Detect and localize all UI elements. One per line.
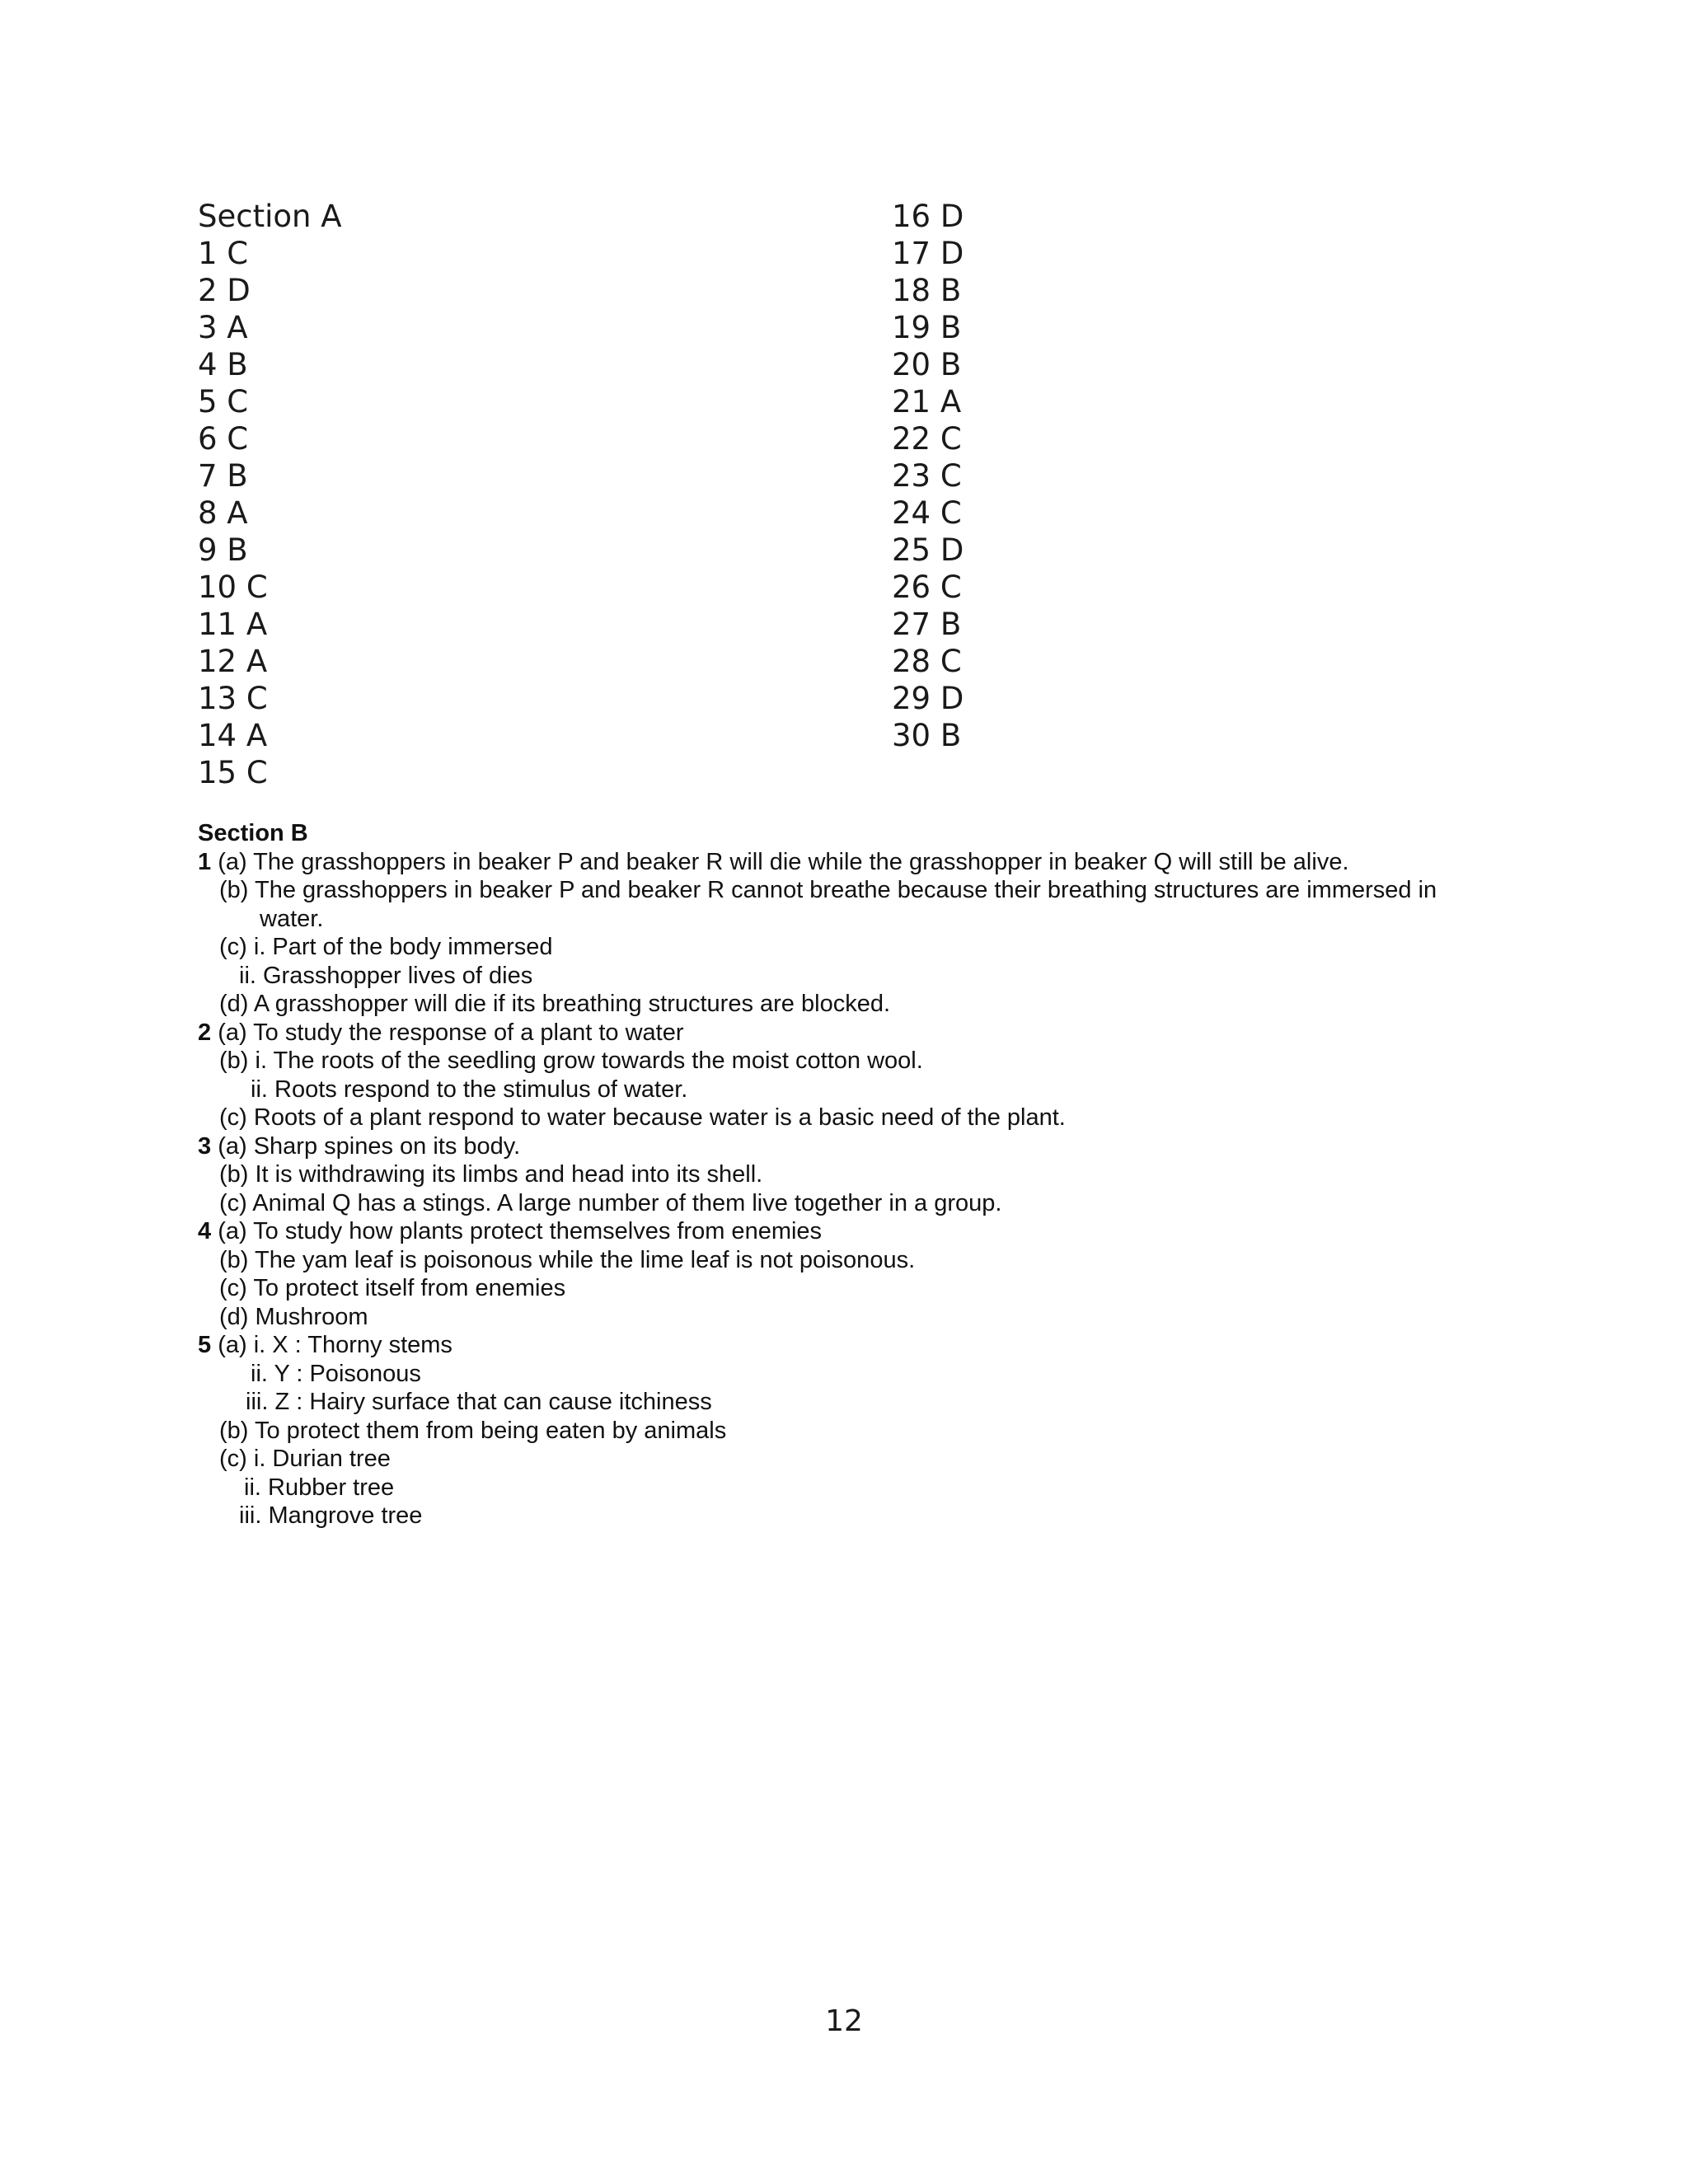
answer-item: 14 A — [198, 718, 268, 753]
section-b-title: Section B — [198, 820, 308, 846]
answer-text: (a) To study how plants protect themselves from enemies — [218, 1218, 823, 1244]
answer-line: (c) i. Part of the body immersed — [219, 934, 553, 960]
answer-line: iii. Mangrove tree — [239, 1502, 423, 1529]
answer-line — [198, 1331, 1533, 1360]
question-number: 4 — [198, 1218, 212, 1244]
answer-item: 12 A — [198, 644, 268, 679]
answer-line: water. — [260, 905, 324, 932]
answer-text: (a) To study the response of a plant to water — [218, 1019, 684, 1046]
answer-line: (b) i. The roots of the seedling grow towards the moist cotton wool. — [219, 1047, 923, 1074]
answer-item: 8 A — [198, 495, 248, 531]
answer-item: 9 B — [198, 532, 248, 568]
answer-item: 2 D — [198, 273, 251, 308]
answer-item: 11 A — [198, 607, 268, 642]
answer-line: ii. Y : Poisonous — [251, 1360, 421, 1387]
answer-item: 24 C — [892, 495, 962, 531]
answer-line: (b) To protect them from being eaten by animals — [219, 1417, 727, 1444]
question-number: 2 — [198, 1019, 212, 1046]
question-number: 1 — [198, 848, 212, 875]
answer-item: 29 D — [892, 681, 964, 716]
answer-line: ii. Roots respond to the stimulus of water. — [251, 1076, 688, 1103]
answer-item: 4 B — [198, 347, 248, 382]
answer-item: 27 B — [892, 607, 962, 642]
answer-line: iii. Z : Hairy surface that can cause itchiness — [246, 1389, 712, 1415]
answer-line — [198, 1217, 1533, 1246]
answer-item: 6 C — [198, 421, 249, 457]
answer-line: (b) The yam leaf is poisonous while the lime leaf is not poisonous. — [219, 1246, 916, 1273]
answer-text: (a) The grasshoppers in beaker P and beaker R will die while the grasshopper in beaker Q will still be alive. — [218, 848, 1349, 875]
answer-text: (a) i. X : Thorny stems — [218, 1332, 452, 1358]
answer-item: 7 B — [198, 458, 248, 494]
answer-item: 26 C — [892, 569, 962, 605]
answer-line: (b) The grasshoppers in beaker P and beaker R cannot breathe because their breathing structures are immersed in — [219, 877, 1437, 903]
answer-item: 20 B — [892, 347, 962, 382]
answer-item: 3 A — [198, 310, 248, 345]
answer-line: ii. Rubber tree — [244, 1474, 395, 1501]
answer-item: 13 C — [198, 681, 268, 716]
answer-item: 23 C — [892, 458, 962, 494]
answer-line: (d) A grasshopper will die if its breathing structures are blocked. — [219, 991, 891, 1017]
answer-item: 19 B — [892, 310, 962, 345]
answer-item: 28 C — [892, 644, 962, 679]
answer-line: (c) i. Durian tree — [219, 1446, 391, 1472]
page-number: 12 — [825, 2004, 863, 2038]
answer-line: (d) Mushroom — [219, 1303, 368, 1330]
answer-item: 18 B — [892, 273, 962, 308]
answer-item: 17 D — [892, 236, 964, 271]
answer-item: 25 D — [892, 532, 964, 568]
answer-item: 15 C — [198, 755, 268, 790]
answer-item: 22 C — [892, 421, 962, 457]
section-b — [198, 819, 1533, 1530]
answer-item: 5 C — [198, 384, 249, 419]
answer-item: 1 C — [198, 236, 249, 271]
section-a-left-column — [198, 198, 342, 791]
section-a-right-column — [892, 198, 964, 754]
answer-line: (c) Roots of a plant respond to water because water is a basic need of the plant. — [219, 1104, 1066, 1131]
section-a-title: Section A — [198, 199, 342, 234]
answer-line — [198, 1019, 1533, 1047]
answer-item: 10 C — [198, 569, 268, 605]
answer-item: 21 A — [892, 384, 962, 419]
answer-line: (b) It is withdrawing its limbs and head into its shell. — [219, 1161, 763, 1188]
answer-line: (c) Animal Q has a stings. A large number of them live together in a group. — [219, 1189, 1002, 1216]
answer-line: ii. Grasshopper lives of dies — [239, 962, 533, 989]
answer-line — [198, 1132, 1533, 1161]
answer-item: 16 D — [892, 199, 964, 234]
answer-item: 30 B — [892, 718, 962, 753]
question-number: 5 — [198, 1332, 212, 1358]
answer-text: (a) Sharp spines on its body. — [218, 1132, 521, 1160]
question-number: 3 — [198, 1132, 212, 1160]
answer-line — [198, 848, 1533, 877]
answer-line: (c) To protect itself from enemies — [219, 1275, 566, 1301]
